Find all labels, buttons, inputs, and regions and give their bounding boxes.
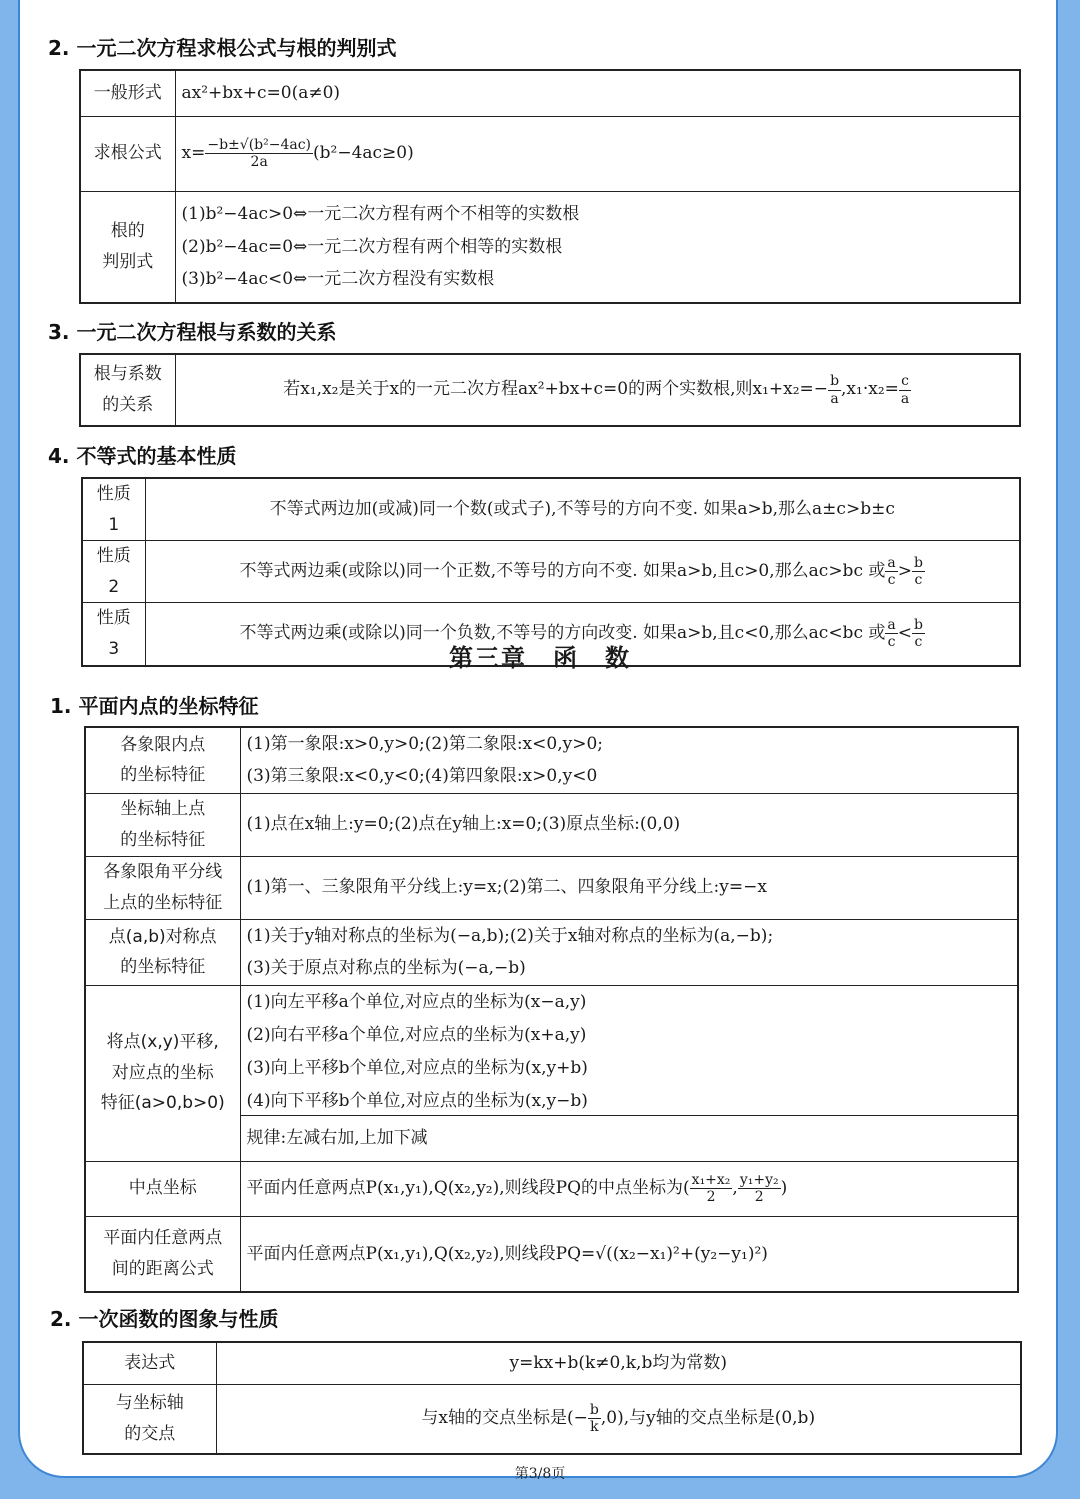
fraction-denominator: 2 bbox=[754, 1189, 764, 1206]
row-content bbox=[216, 1384, 1021, 1454]
formula-condition: (b²−4ac≥0) bbox=[313, 143, 414, 163]
section-title: 3. 一元二次方程根与系数的关系 bbox=[48, 320, 337, 344]
fraction-numerator: a bbox=[887, 555, 896, 572]
root-formula-fraction bbox=[205, 137, 313, 170]
property-text: 不等式两边乘(或除以)同一个负数,不等号的方向改变. 如果a>b,且c<0,那么ac<bc 或 bbox=[239, 623, 886, 644]
row-label bbox=[85, 727, 240, 793]
row-label bbox=[85, 1216, 240, 1292]
closing-paren: ) bbox=[780, 1178, 788, 1199]
row-label bbox=[80, 354, 175, 426]
row-label: 求根公式 bbox=[80, 116, 175, 191]
label-line: 将点(x,y)平移, bbox=[106, 1032, 219, 1053]
content-line: (3)第三象限:x<0,y<0;(4)第四象限:x>0,y<0 bbox=[246, 766, 598, 787]
operator: > bbox=[897, 561, 912, 582]
label-line: 根与系数 bbox=[93, 364, 162, 385]
row-content bbox=[240, 919, 1018, 985]
row-label bbox=[85, 793, 240, 856]
row-label: 一般形式 bbox=[80, 70, 175, 116]
section-title: 2. 一元二次方程求根公式与根的判别式 bbox=[48, 36, 397, 60]
fraction-numerator: b bbox=[913, 555, 923, 572]
section-title: 1. 平面内点的坐标特征 bbox=[50, 694, 259, 718]
fraction-numerator: c bbox=[899, 373, 911, 390]
content-line: (1)第一象限:x>0,y>0;(2)第二象限:x<0,y>0; bbox=[246, 734, 604, 754]
content-line: (3)向上平移b个单位,对应点的坐标为(x,y+b) bbox=[246, 1058, 588, 1079]
content-line: (2)向右平移a个单位,对应点的坐标为(x+a,y) bbox=[246, 1025, 587, 1046]
fraction-denominator: c bbox=[887, 572, 896, 589]
discriminant-line: (2)b²−4ac=0⇔一元二次方程有两个相等的实数根 bbox=[181, 236, 563, 257]
content-line: (1)关于y轴对称点的坐标为(−a,b);(2)关于x轴对称点的坐标为(a,−b); bbox=[246, 925, 774, 946]
fraction-numerator: a bbox=[887, 617, 896, 634]
translation-rule: 规律:左减右加,上加下减 bbox=[246, 1128, 428, 1149]
row-label: 性质 1 bbox=[82, 478, 145, 541]
operator: < bbox=[897, 623, 912, 644]
fraction bbox=[885, 555, 897, 588]
row-content: 平面内任意两点P(x₁,y₁),Q(x₂,y₂),则线段PQ=√((x₂−x₁)²+(y₂−y₁)²) bbox=[240, 1216, 1018, 1292]
fraction bbox=[912, 555, 925, 588]
chapter-title: 第三章 函 数 bbox=[449, 644, 631, 672]
label-line: 上点的坐标特征 bbox=[103, 892, 223, 913]
row-label bbox=[85, 919, 240, 985]
row-label: 中点坐标 bbox=[85, 1161, 240, 1216]
row-content: y=kx+b(k≠0,k,b均为常数) bbox=[216, 1342, 1021, 1384]
fraction-denominator: c bbox=[914, 572, 923, 589]
label-line: 各象限角平分线 bbox=[103, 862, 223, 882]
property-text: 不等式两边乘(或除以)同一个正数,不等号的方向不变. 如果a>b,且c>0,那么ac>bc 或 bbox=[239, 561, 886, 582]
label-line: 判别式 bbox=[102, 251, 154, 272]
label-line: 的坐标特征 bbox=[120, 829, 206, 850]
fraction bbox=[588, 1402, 601, 1435]
row-content bbox=[175, 354, 1020, 426]
coordinate-table bbox=[84, 726, 1019, 1293]
label-line: 与坐标轴 bbox=[115, 1393, 184, 1414]
fraction-denominator: a bbox=[830, 390, 839, 407]
separator: , bbox=[732, 1178, 738, 1199]
fraction bbox=[828, 373, 841, 406]
row-label bbox=[85, 856, 240, 919]
fraction-numerator: b bbox=[913, 617, 923, 634]
fraction bbox=[738, 1172, 781, 1205]
midpoint-text: 平面内任意两点P(x₁,y₁),Q(x₂,y₂),则线段PQ的中点坐标为( bbox=[246, 1178, 690, 1199]
content-line: (1)向左平移a个单位,对应点的坐标为(x−a,y) bbox=[246, 992, 587, 1013]
row-content bbox=[240, 985, 1018, 1161]
content-line: (3)关于原点对称点的坐标为(−a,−b) bbox=[246, 958, 526, 979]
fraction-numerator: −b±√(b²−4ac) bbox=[207, 136, 312, 153]
vieta-table bbox=[79, 353, 1021, 427]
fraction-denominator: c bbox=[914, 634, 923, 651]
translation-lines bbox=[241, 986, 1018, 1116]
linear-function-table bbox=[82, 1341, 1022, 1455]
row-content bbox=[175, 191, 1020, 303]
section-title: 2. 一次函数的图象与性质 bbox=[50, 1307, 279, 1331]
label-line: 的坐标特征 bbox=[120, 957, 206, 978]
label-line: 间的距离公式 bbox=[111, 1258, 214, 1279]
fraction-numerator: y₁+y₂ bbox=[739, 1172, 779, 1188]
page-number: 第3/8页 bbox=[514, 1466, 566, 1482]
formula-prefix: x= bbox=[181, 143, 206, 163]
document-page bbox=[18, 0, 1058, 1478]
fraction-denominator: c bbox=[887, 634, 896, 651]
label-line: 对应点的坐标 bbox=[111, 1062, 214, 1083]
row-label: 性质 2 bbox=[82, 541, 145, 603]
row-label: 性质 3 bbox=[82, 603, 145, 666]
fraction-denominator: 2 bbox=[706, 1189, 716, 1206]
fraction-denominator: a bbox=[900, 390, 910, 407]
fraction-numerator: x₁+x₂ bbox=[691, 1172, 731, 1188]
label-line: 点(a,b)对称点 bbox=[108, 926, 217, 947]
label-line: 根的 bbox=[110, 221, 145, 242]
fraction-numerator: b bbox=[830, 373, 840, 390]
label-line: 各象限内点 bbox=[120, 734, 206, 755]
row-content bbox=[240, 1161, 1018, 1216]
intercept-text: ,0),与y轴的交点坐标是(0,b) bbox=[600, 1408, 816, 1429]
label-line: 平面内任意两点 bbox=[103, 1228, 223, 1249]
row-content: (1)第一、三象限角平分线上:y=x;(2)第二、四象限角平分线上:y=−x bbox=[240, 856, 1018, 919]
label-line: 坐标轴上点 bbox=[120, 799, 206, 819]
fraction bbox=[899, 373, 911, 406]
fraction-denominator: k bbox=[590, 1419, 599, 1436]
vieta-text: 若x₁,x₂是关于x的一元二次方程ax²+bx+c=0的两个实数根,则x₁+x₂=− bbox=[283, 379, 829, 400]
row-content: 不等式两边加(或减)同一个数(或式子),不等号的方向不变. 如果a>b,那么a±c>b±c bbox=[145, 478, 1020, 541]
discriminant-line: (1)b²−4ac>0⇔一元二次方程有两个不相等的实数根 bbox=[181, 204, 580, 225]
vieta-text: ,x₁·x₂= bbox=[841, 379, 899, 400]
fraction bbox=[690, 1172, 733, 1205]
content-line: (4)向下平移b个单位,对应点的坐标为(x,y−b) bbox=[246, 1091, 588, 1112]
label-line: 的交点 bbox=[124, 1423, 176, 1444]
label-line: 的坐标特征 bbox=[120, 765, 206, 786]
fraction-denominator: 2a bbox=[250, 154, 268, 170]
fraction-numerator: b bbox=[589, 1402, 599, 1419]
row-content bbox=[240, 727, 1018, 793]
intercept-text: 与x轴的交点坐标是(− bbox=[421, 1408, 588, 1429]
discriminant-line: (3)b²−4ac<0⇔一元二次方程没有实数根 bbox=[181, 268, 495, 289]
row-content: (1)点在x轴上:y=0;(2)点在y轴上:x=0;(3)原点坐标:(0,0) bbox=[240, 793, 1018, 856]
section-title: 4. 不等式的基本性质 bbox=[48, 444, 237, 468]
label-line: 特征(a>0,b>0) bbox=[100, 1093, 225, 1114]
row-content bbox=[175, 116, 1020, 191]
row-content bbox=[145, 541, 1020, 603]
row-label: 表达式 bbox=[83, 1342, 216, 1384]
row-content: ax²+bx+c=0(a≠0) bbox=[175, 70, 1020, 116]
quadratic-formula-table bbox=[79, 69, 1021, 304]
row-label bbox=[85, 985, 240, 1161]
row-label bbox=[83, 1384, 216, 1454]
label-line: 的关系 bbox=[102, 395, 154, 415]
row-label bbox=[80, 191, 175, 303]
